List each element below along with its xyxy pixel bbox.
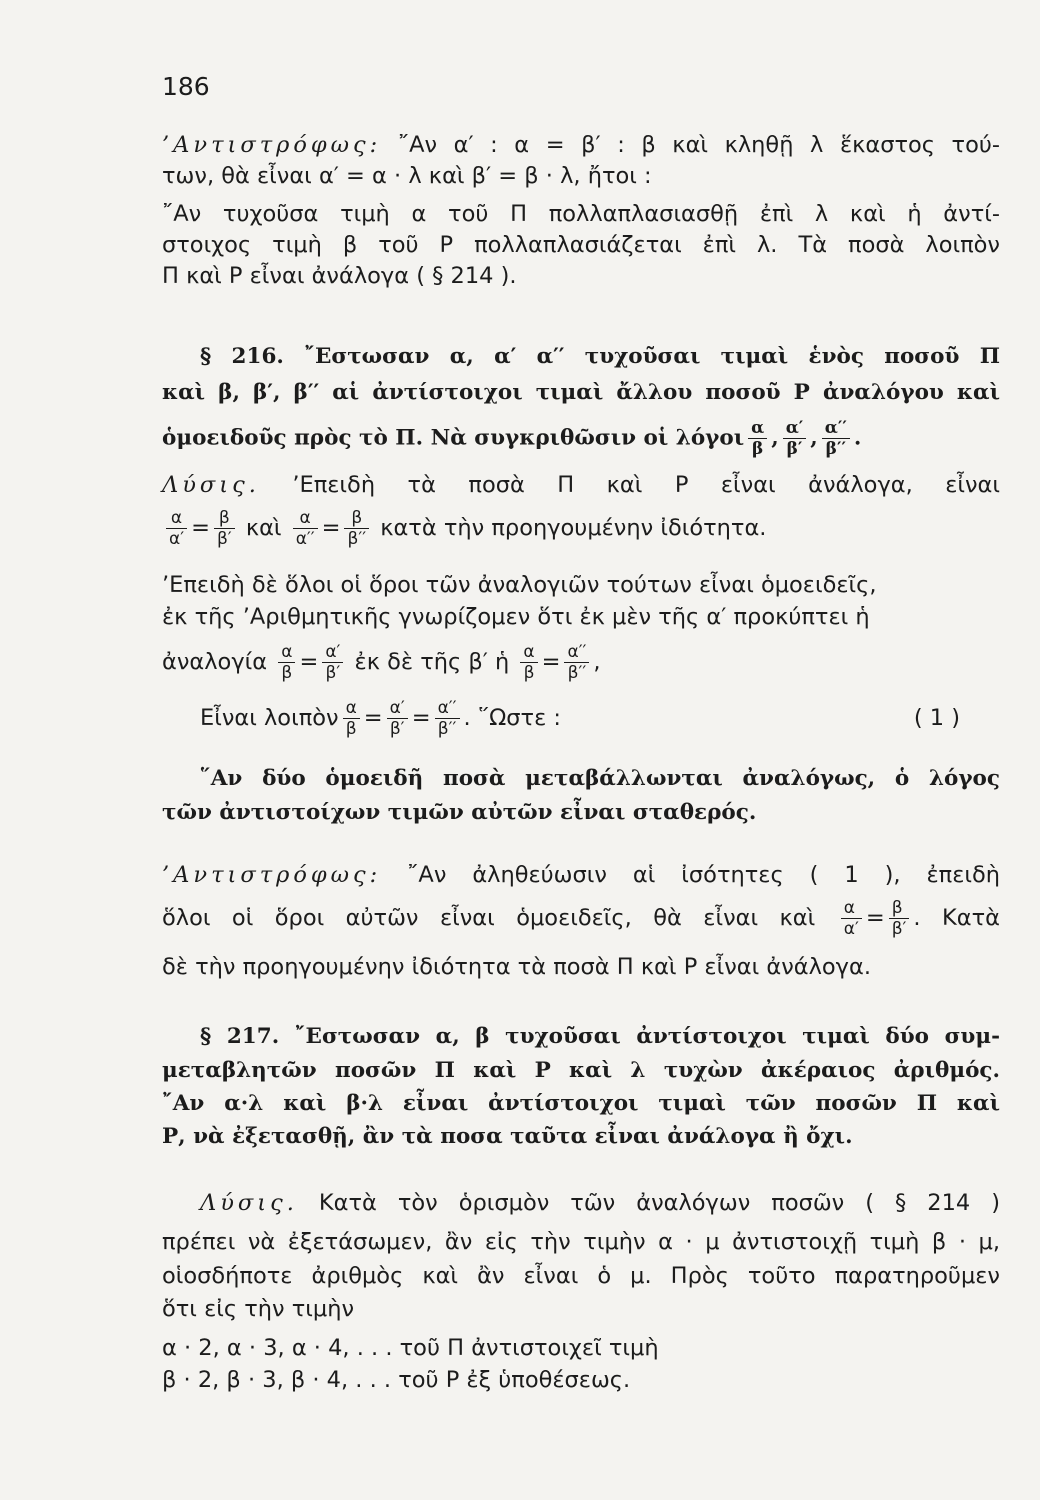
section-216-line: ὁμοειδοῦς πρὸς τὸ Π. Νὰ συγκριθῶσιν οἱ λόγοι $\frac{\alpha}{\beta}$ , $\frac{\alpha'}{\beta'}$ , $\frac{\alpha''}{\beta''}$ .: [162, 418, 862, 459]
text-line: πρέπει νὰ ἐξετάσωμεν, ἂν εἰς τὴν τιμὴν α · μ ἀντιστοιχῇ τιμὴ β · μ,: [162, 1229, 1000, 1255]
fraction: $\frac{\alpha}{\beta}$: [278, 642, 295, 683]
text-line: οἱοσδήποτε ἀριθμὸς καὶ ἂν εἶναι ὁ μ. Πρὸς τοῦτο παρατηροῦμεν: [162, 1263, 1000, 1289]
equation-line: ὅλοι οἱ ὅροι αὐτῶν εἶναι ὁμοειδεῖς, θὰ εἶναι καὶ $\frac{\alpha}{\alpha'}$ = $\frac{\beta}{\beta'}$ . Κατὰ: [162, 898, 1001, 939]
text-line: ἐκ τῆς ’Αριθμητικῆς γνωρίζομεν ὅτι ἐκ μὲν τῆς α′ προκύπτει ἡ: [162, 604, 870, 630]
fraction: $\frac{\alpha''}{\beta''}$: [435, 698, 460, 739]
text-line: Λύσις. ’Επειδὴ τὰ ποσὰ Π καὶ Ρ εἶναι ἀνάλογα, εἶναι: [162, 472, 1000, 498]
section-217-line: Ρ, νὰ ἐξετασθῇ, ἂν τὰ ποσα ταῦτα εἶναι ἀνάλογα ἢ ὄχι.: [162, 1124, 853, 1149]
fraction: $\frac{\alpha}{\beta}$: [748, 418, 767, 459]
fraction: $\frac{\alpha}{\alpha''}$: [293, 508, 318, 549]
text-line: ὅτι εἰς τὴν τιμὴν: [162, 1296, 355, 1322]
text-line: των, θὰ εἶναι α′ = α · λ καὶ β′ = β · λ, ἤτοι :: [162, 163, 652, 189]
fraction: $\frac{\alpha'}{\beta'}$: [783, 418, 807, 459]
fraction: $\frac{\alpha'}{\beta'}$: [387, 698, 408, 739]
fraction: $\frac{\beta}{\beta'}$: [889, 898, 910, 939]
fraction: $\frac{\beta}{\beta''}$: [344, 508, 369, 549]
fraction: $\frac{\beta}{\beta'}$: [214, 508, 235, 549]
theorem-line: ῞Αν δύο ὁμοειδῆ ποσὰ μεταβάλλωνται ἀναλόγως, ὁ λόγος: [200, 766, 1000, 791]
text-line: β · 2, β · 3, β · 4, . . . τοῦ Ρ ἐξ ὑποθέσεως.: [162, 1367, 631, 1393]
text-line: ’Αντιστρόφως: ῎Αν ἀληθεύωσιν αἱ ἰσότητες ( 1 ), ἐπειδὴ: [162, 862, 1000, 888]
fraction: $\frac{\alpha'}{\beta'}$: [322, 642, 343, 683]
fraction: $\frac{\alpha}{\beta}$: [520, 642, 537, 683]
page-number: 186: [162, 72, 210, 101]
equation-line: Εἶναι λοιπὸν $\frac{\alpha}{\beta}$ = $\frac{\alpha'}{\beta'}$ = $\frac{\alpha''}{\beta''}$ . ῞Ωστε : ( 1 ): [200, 698, 960, 739]
fraction: $\frac{\alpha}{\alpha'}$: [841, 898, 862, 939]
section-217-line: ῎Αν α·λ καὶ β·λ εἶναι ἀντίστοιχοι τιμαὶ τῶν ποσῶν Π καὶ: [162, 1091, 1000, 1116]
text-line: δὲ τὴν προηγουμένην ἰδιότητα τὰ ποσὰ Π καὶ Ρ εἶναι ἀνάλογα.: [162, 954, 871, 980]
text-line: ῎Αν τυχοῦσα τιμὴ α τοῦ Π πολλαπλασιασθῇ ἐπὶ λ καὶ ἡ ἀντί-: [162, 201, 1000, 227]
equation-number: ( 1 ): [913, 705, 960, 731]
equation-line: $\frac{\alpha}{\alpha'}$ = $\frac{\beta}{\beta'}$ καὶ $\frac{\alpha}{\alpha''}$ = $\frac{\beta}{\beta''}$ κατὰ τὴν προηγουμένην ἰδιότητα.: [162, 508, 1000, 549]
fraction: $\frac{\alpha''}{\beta''}$: [564, 642, 589, 683]
text-line: ’Επειδὴ δὲ ὅλοι οἱ ὅροι τῶν ἀναλογιῶν τούτων εἶναι ὁμοειδεῖς,: [162, 572, 877, 598]
text-line: ’Αντιστρόφως: ῎Αν α′ : α = β′ : β καὶ κληθῇ λ ἕκαστος τού-: [162, 132, 1001, 158]
equation-line: ἀναλογία $\frac{\alpha}{\beta}$ = $\frac{\alpha'}{\beta'}$ ἐκ δὲ τῆς β′ ἡ $\frac{\alpha}{\beta}$ = $\frac{\alpha''}{\beta''}$ ,: [162, 642, 601, 683]
theorem-line: τῶν ἀντιστοίχων τιμῶν αὐτῶν εἶναι σταθερός.: [162, 800, 757, 825]
text-line: Λύσις. Κατὰ τὸν ὁρισμὸν τῶν ἀναλόγων ποσῶν ( § 214 ): [200, 1190, 1000, 1216]
section-216-line: καὶ β, β′, β′′ αἱ ἀντίστοιχοι τιμαὶ ἄλλου ποσοῦ Ρ ἀναλόγου καὶ: [162, 380, 1000, 405]
text-line: στοιχος τιμὴ β τοῦ Ρ πολλαπλασιάζεται ἐπὶ λ. Τὰ ποσὰ λοιπὸν: [162, 232, 1000, 258]
section-217-line: μεταβλητῶν ποσῶν Π καὶ Ρ καὶ λ τυχὼν ἀκέραιος ἀριθμός.: [162, 1058, 1000, 1083]
fraction: $\frac{\alpha}{\beta}$: [343, 698, 360, 739]
section-216-heading: § 216. ῎Εστωσαν α, α′ α′′ τυχοῦσαι τιμαὶ ἑνὸς ποσοῦ Π: [200, 344, 1000, 369]
section-217-heading: § 217. ῎Εστωσαν α, β τυχοῦσαι ἀντίστοιχοι τιμαὶ δύο συμ-: [200, 1024, 1000, 1049]
fraction: $\frac{\alpha}{\alpha'}$: [166, 508, 187, 549]
text-line: α · 2, α · 3, α · 4, . . . τοῦ Π ἀντιστοιχεῖ τιμὴ: [162, 1335, 659, 1361]
fraction: $\frac{\alpha''}{\beta''}$: [822, 418, 850, 459]
text-line: Π καὶ Ρ εἶναι ἀνάλογα ( § 214 ).: [162, 263, 517, 289]
